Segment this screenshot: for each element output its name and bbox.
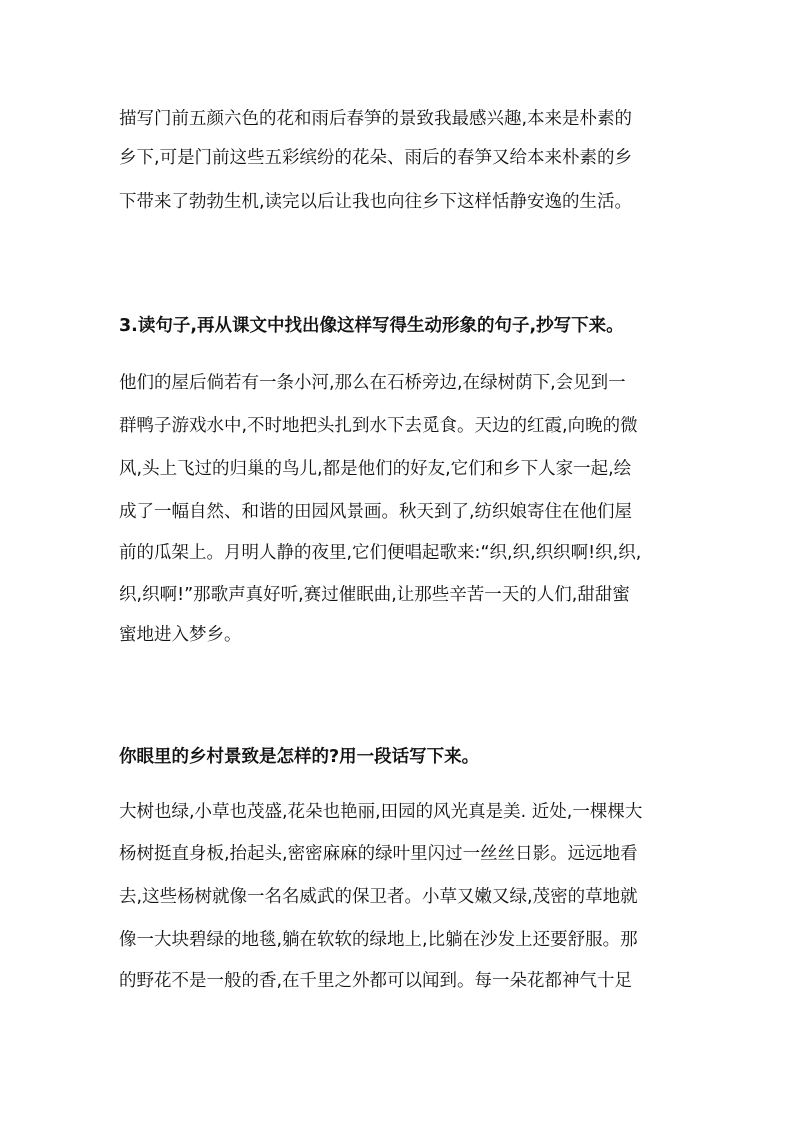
paragraph-line: 像一大块碧绿的地毯,躺在软软的绿地上,比躺在沙发上还要舒服。那 bbox=[119, 930, 638, 950]
paragraph-line: 织,织啊!”那歌声真好听,赛过催眠曲,让那些辛苦一天的人们,甜甜蜜 bbox=[119, 585, 630, 605]
paragraph-line: 前的瓜架上。月明人静的夜里,它们便唱起歌来:“织,织,织织啊!织,织, bbox=[119, 543, 642, 563]
paragraph-line: 杨树挺直身板,抬起头,密密麻麻的绿叶里闪过一丝丝日影。远远地看 bbox=[119, 844, 638, 864]
paragraph-line: 的野花不是一般的香,在千里之外都可以闻到。每一朵花都神气十足 bbox=[119, 971, 633, 991]
paragraph-line: 去,这些杨树就像一名名威武的保卫者。小草又嫩又绿,茂密的草地就 bbox=[119, 887, 638, 907]
paragraph-line: 成了一幅自然、和谐的田园风景画。秋天到了,纺织娘寄住在他们屋 bbox=[119, 502, 633, 522]
paragraph-line: 蜜地进入梦乡。 bbox=[119, 625, 242, 645]
paragraph-line: 下带来了勃勃生机,读完以后让我也向往乡下这样恬静安逸的生活。 bbox=[119, 192, 633, 212]
paragraph-line: 群鸭子游戏水中,不时地把头扎到水下去觅食。天边的红霞,向晚的微 bbox=[119, 416, 638, 436]
question-heading: 你眼里的乡村景致是怎样的?用一段话写下来。 bbox=[119, 747, 480, 767]
question-heading: 3.读句子,再从课文中找出像这样写得生动形象的句子,抄写下来。 bbox=[119, 316, 624, 336]
paragraph-line: 风,头上飞过的归巢的鸟儿,都是他们的好友,它们和乡下人家一起,绘 bbox=[119, 459, 632, 479]
paragraph-line: 描写门前五颜六色的花和雨后春笋的景致我最感兴趣,本来是朴素的 bbox=[119, 109, 633, 129]
paragraph-line: 乡下,可是门前这些五彩缤纷的花朵、雨后的春笋又给本来朴素的乡 bbox=[119, 148, 633, 168]
paragraph-line: 大树也绿,小草也茂盛,花朵也艳丽,田园的风光真是美. 近处,一棵棵大 bbox=[119, 802, 643, 822]
paragraph-line: 他们的屋后倘若有一条小河,那么在石桥旁边,在绿树荫下,会见到一 bbox=[119, 373, 626, 393]
